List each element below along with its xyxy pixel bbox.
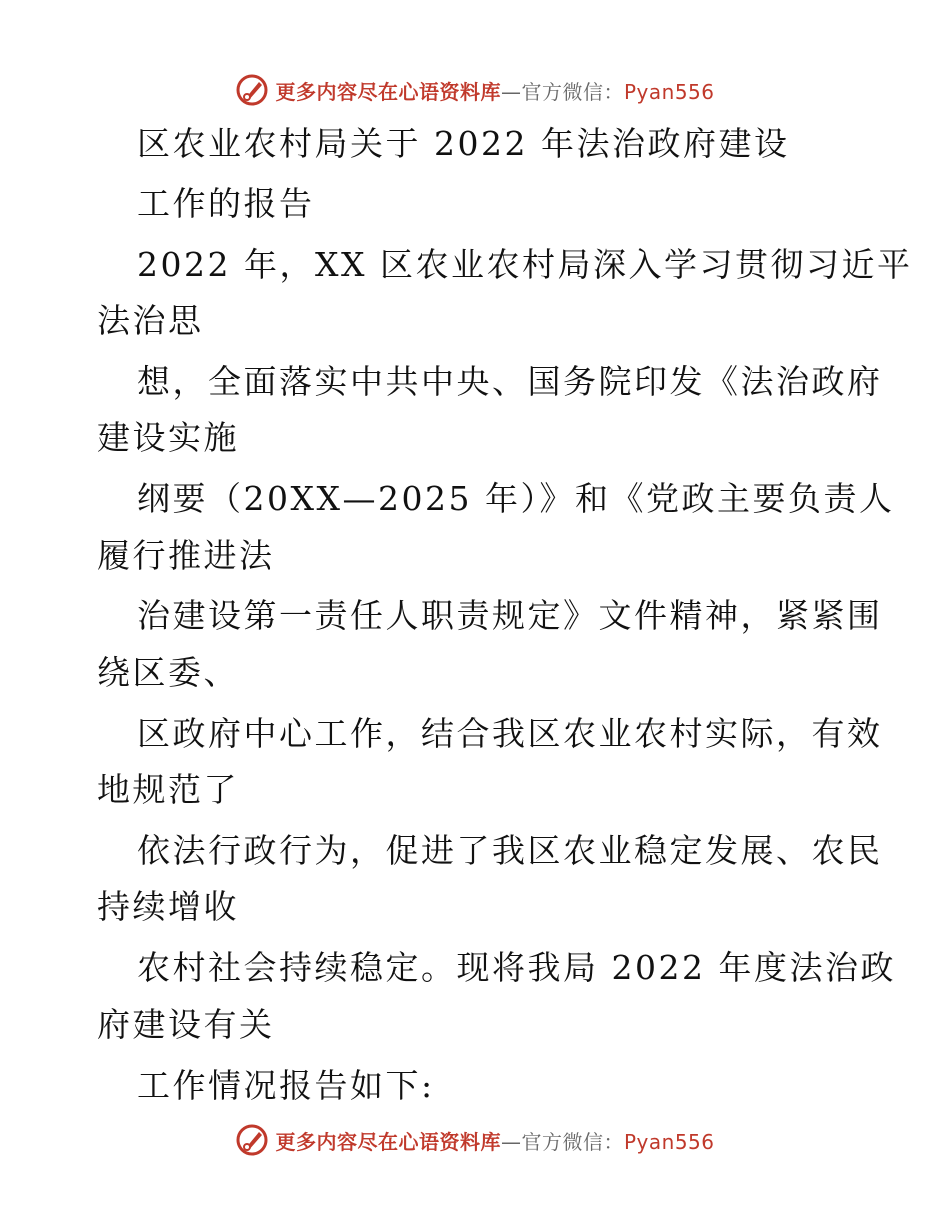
paragraph-line: 2022 年，XX 区农业农村局深入学习贯彻习近平 bbox=[137, 245, 913, 284]
footer-banner bbox=[0, 1120, 950, 1160]
document-title-line-2: 工作的报告 bbox=[137, 184, 315, 223]
quill-pen-seal-icon bbox=[235, 1123, 269, 1157]
banner-wechat-label: —官方微信： bbox=[500, 1129, 624, 1154]
paragraph-line: 区政府中心工作，结合我区农业农村实际，有效 bbox=[137, 714, 883, 753]
banner-library-name: 更多内容尽在心语资料库 bbox=[275, 79, 501, 104]
paragraph-line: 依法行政行为，促进了我区农业稳定发展、农民 bbox=[137, 831, 883, 870]
banner-wechat-label: —官方微信： bbox=[500, 79, 624, 104]
paragraph-line: 治建设第一责任人职责规定》文件精神，紧紧围 bbox=[137, 596, 883, 635]
banner-wechat-id: Pyan556 bbox=[623, 79, 715, 104]
paragraph-line: 建设实施 bbox=[97, 418, 239, 457]
paragraph-line: 纲要（20XX—2025 年）》和《党政主要负责人 bbox=[137, 479, 895, 518]
header-banner bbox=[0, 70, 950, 110]
banner-library-name: 更多内容尽在心语资料库 bbox=[275, 1129, 501, 1154]
banner-text bbox=[275, 76, 714, 105]
quill-pen-seal-icon bbox=[235, 73, 269, 107]
paragraph-line: 持续增收 bbox=[97, 887, 239, 926]
paragraph-line: 农村社会持续稳定。现将我局 2022 年度法治政 bbox=[137, 948, 896, 987]
paragraph-line: 履行推进法 bbox=[97, 536, 275, 575]
paragraph-line: 府建设有关 bbox=[97, 1005, 275, 1044]
paragraph-line: 地规范了 bbox=[97, 770, 239, 809]
paragraph-line: 绕区委、 bbox=[97, 653, 239, 692]
paragraph-line: 工作情况报告如下: bbox=[137, 1066, 435, 1105]
document-title-line-1: 区农业农村局关于 2022 年法治政府建设 bbox=[137, 124, 790, 163]
paragraph-line: 法治思 bbox=[97, 301, 204, 340]
banner-text bbox=[275, 1126, 714, 1155]
banner-wechat-id: Pyan556 bbox=[623, 1129, 715, 1154]
paragraph-line: 想，全面落实中共中央、国务院印发《法治政府 bbox=[137, 362, 883, 401]
